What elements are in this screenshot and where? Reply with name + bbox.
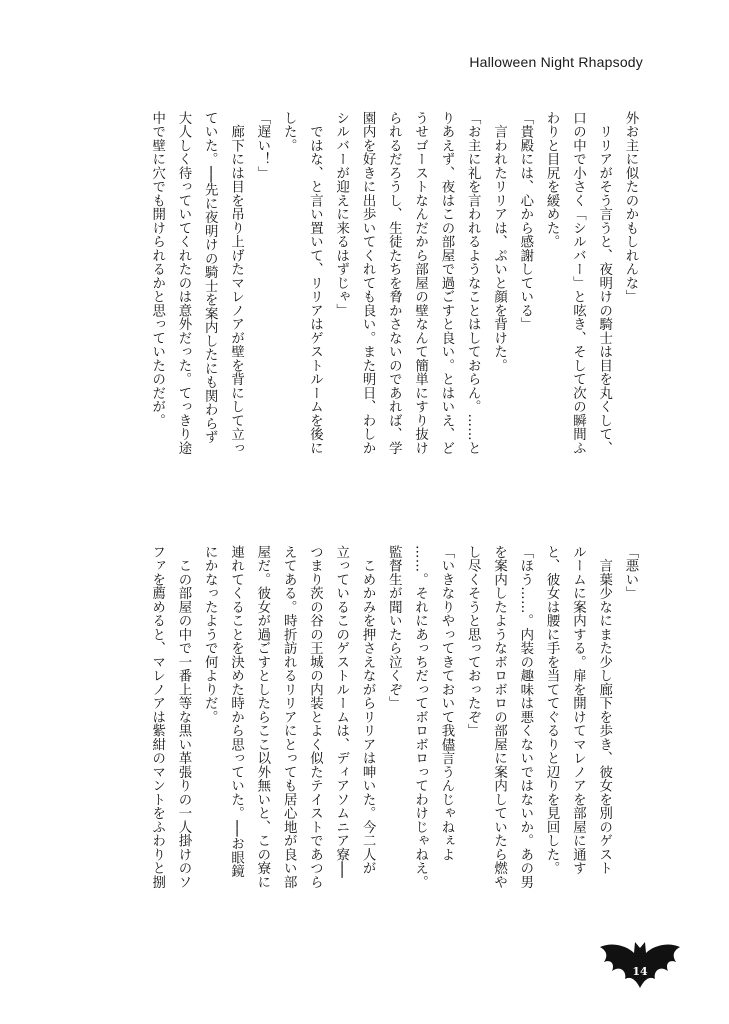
text-line: と、彼女は腰に手を当ててぐるりと辺りを見回した。 [544, 545, 560, 875]
text-line: にかなったようで何よりだ。 [202, 545, 218, 724]
text-line: 「ほう……。内装の趣味は悪くないではないか。あの男 [517, 545, 533, 889]
text-line: ルームに案内する。扉を開けてマレノアを部屋に通す [570, 545, 586, 875]
text-block-bottom [133, 545, 643, 940]
text-line: 廊下には目を吊り上げたマレノアが壁を背にして立っ [228, 111, 244, 455]
text-line: 中で壁に穴でも開けられるかと思っていたのだが。 [149, 111, 165, 428]
text-block-top [133, 111, 643, 506]
text-line: ていた。──先に夜明けの騎士を案内したにも関わらず [202, 111, 218, 445]
text-line: つまり茨の谷の王城の内装とよく似たテイストであつら [307, 545, 323, 889]
text-line: リリアがそう言うと、夜明けの騎士は目を丸くして、 [596, 111, 612, 455]
text-line: し尽くそうと思っておったぞ」 [465, 545, 481, 738]
text-line: わりと目尻を緩めた。 [544, 111, 560, 249]
text-line: 「遅い！」 [254, 111, 270, 180]
text-line: 監督生が聞いたら泣くぞ」 [386, 545, 402, 710]
text-line: こめかみを押さえながらリリアは呻いた。今二人が [360, 545, 376, 875]
text-line: この部屋の中で一番上等な黒い革張りの一人掛けのソ [175, 545, 191, 889]
text-line: 言われたリリアは、ぷいと顔を背けた。 [491, 111, 507, 373]
text-line: 屋だ。彼女が過ごすとしたらここ以外無いと、この寮に [254, 545, 270, 889]
text-line: ではな、と言い置いて、リリアはゲストルームを後に [307, 111, 323, 455]
text-line: 連れてくることを決めた時から思っていた。──お眼鏡 [228, 545, 244, 879]
text-line: りあえず、夜はこの部屋で過ごすと良い。とはいえ、ど [438, 111, 454, 455]
text-line: えてある。時折訪れるリリアにとっても居心地が良い部 [281, 545, 297, 889]
text-line: うせゴーストなんだから部屋の壁なんて簡単にすり抜け [412, 111, 428, 455]
text-line: 「お主に礼を言われるようなことはしておらん。……と [465, 111, 481, 455]
page-number: 14 [632, 965, 648, 978]
text-line: られるだろうし、生徒たちを脅かさないのであれば、学 [386, 111, 402, 455]
text-line: 「貴殿には、心から感謝している」 [517, 111, 533, 331]
text-line: 外お主に似たのかもしれんな」 [623, 111, 638, 304]
text-line: 大人しく待っていてくれたのは意外だった。てっきり途 [175, 111, 191, 455]
page-number-badge [592, 938, 688, 994]
text-line: 立っているこのゲストルームは、ディアソムニア寮── [333, 545, 349, 879]
text-line: 言葉少なにまた少し廊下を歩き、彼女を別のゲスト [596, 545, 612, 875]
text-line: 「悪い」 [623, 545, 638, 600]
running-header: Halloween Night Rhapsody [469, 54, 643, 70]
text-line: 口の中で小さく「シルバー」と呟き、そして次の瞬間ふ [570, 111, 586, 455]
text-line: ……。それにあっちだってボロボロってわけじゃねえ。 [412, 545, 428, 889]
text-line: 「いきなりやってきておいて我儘言うんじゃねぇよ [438, 545, 454, 862]
text-line: ファを薦めると、マレノアは紫紺のマントをふわりと捌 [149, 545, 165, 889]
text-line: 園内を好きに出歩いてくれても良い。また明日、わしか [360, 111, 376, 455]
text-line: を案内したようなボロボロの部屋に案内していたら燃や [491, 545, 507, 889]
text-line: した。 [281, 111, 297, 153]
text-line: シルバーが迎えに来るはずじゃ」 [333, 111, 349, 318]
